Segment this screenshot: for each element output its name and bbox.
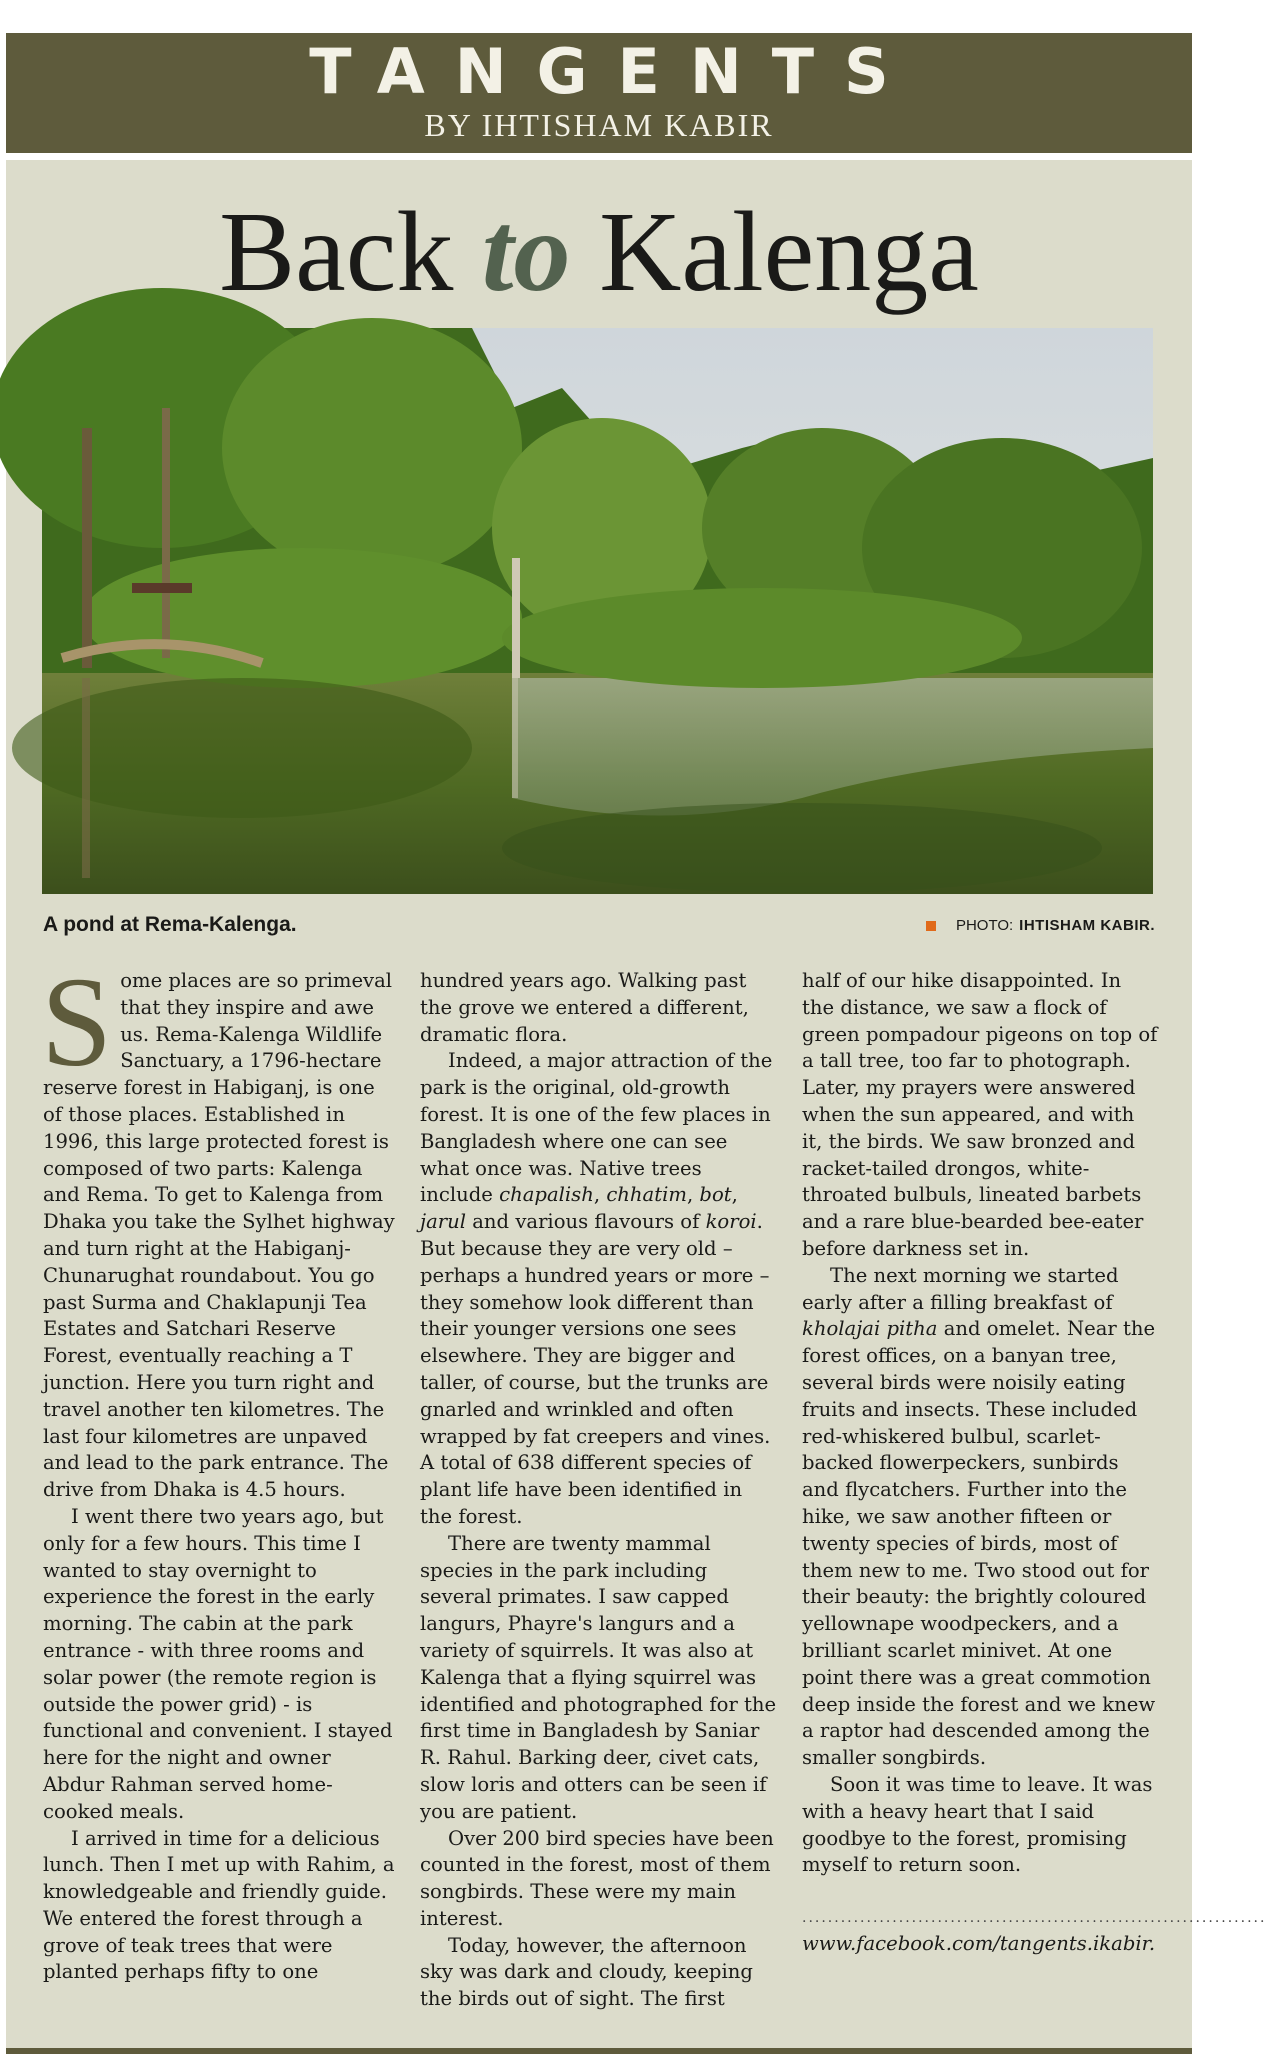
photo-credit <box>926 917 1155 934</box>
bottom-rule <box>6 2048 1192 2054</box>
paragraph <box>802 1263 1158 1772</box>
tree-name: chhatim <box>606 1183 687 1207</box>
article-panel <box>6 160 1266 2048</box>
paragraph-text: The next morning we started early after a filling breakfast of <box>802 1263 1119 1314</box>
pond-photo-illustration <box>42 328 1153 894</box>
tree-name: bot <box>699 1183 732 1207</box>
paragraph-text: Indeed, a major attraction of the park is the original, old-growth forest. It is one of the few places in Bangladesh where one can see what once was. Native trees include <box>420 1049 773 1207</box>
paragraph-text: ome places are so primeval that they inspire and awe us. Rema-Kalenga Wildlife Sanctuary, a 1796-hectare reserve forest in Habiganj, is one of those places. Established in 1996, this large protected forest is composed of two parts: Kalenga and Rema. To get to Kalenga from Dhaka you take the Sylhet highway and turn right at the Habiganj-Chunarughat roundabout. You go past Surma and Chaklapunji Tea Estates and Satchari Reserve Forest, eventually reaching a T junction. Here you turn right and travel another ten kilometres. The last four kilometres are unpaved and lead to the park entrance. The drive from Dhaka is 4.5 hours. <box>43 969 395 1502</box>
article-column-1 <box>41 951 395 1986</box>
credit-name: IHTISHAM KABIR. <box>1019 917 1155 934</box>
credit-label: PHOTO: <box>955 917 1014 934</box>
paragraph-text: . But because they are very old – perhaps a hundred years or more – they somehow look different than their younger versions one sees elsewhere. They are bigger and taller, of course, but the trunks are gnarled and wrinkled and often wrapped by fat creepers and vines. A total of 638 different species of plant life have been identified in the forest. <box>420 1210 771 1528</box>
paragraph: I went there two years ago, but only for a few hours. This time I wanted to stay overnight to experience the forest in the early morning. The cabin at the park entrance - with three rooms and solar power (the remote region is outside the power grid) - is functional and convenient. I stayed here for the night and owner Abdur Rahman served home-cooked meals. <box>43 1504 393 1823</box>
paragraph-text: and various flavours of <box>466 1210 706 1234</box>
paragraph: I arrived in time for a delicious lunch. Then I met up with Rahim, a knowledgeable and friendly guide. We entered the forest through a grove of teak trees that were planted perhaps fifty to one <box>43 1826 395 1984</box>
drop-cap: S <box>41 951 113 1093</box>
byline: BY IHTISHAM KABIR <box>424 107 774 143</box>
headline-part-2: to <box>481 188 571 315</box>
paragraph: There are twenty mammal species in the park including several primates. I saw capped langurs, Phayre's langurs and a variety of squirrels. It was also at Kalenga that a flying squirrel was identified and photographed for the first time in Bangladesh by Saniar R. Rahul. Barking deer, civet cats, slow loris and otters can be seen if you are patient. <box>420 1531 777 1823</box>
paragraph: Today, however, the afternoon sky was dark and cloudy, keeping the birds out of sight. The first <box>420 1933 753 2011</box>
headline-part-1: Back <box>219 188 482 315</box>
paragraph <box>41 951 395 1504</box>
paragraph: Over 200 bird species have been counted in the forest, most of them songbirds. These were my main interest. <box>420 1826 774 1930</box>
separator: ........................................................................ <box>802 1910 1266 1927</box>
credit-marker <box>926 921 936 931</box>
paragraph: Soon it was time to leave. It was with a heavy heart that I said goodbye to the forest, promising myself to return soon. <box>802 1772 1153 1877</box>
paragraph: half of our hike disappointed. In the distance, we saw a flock of green pompadour pigeons on top of a tall tree, too far to photograph. Later, my prayers were answered when the sun appeared, and with it, the birds. We saw bronzed and racket-tailed drongos, white-throated bulbuls, lineated barbets and a rare blue-bearded bee-eater before darkness set in. <box>802 969 1158 1260</box>
food-name: kholajai pitha <box>802 1317 938 1341</box>
photo-caption: A pond at Rema-Kalenga. <box>43 913 297 936</box>
paragraph-text: and omelet. Near the forest offices, on a banyan tree, several birds were noisily eating fruits and insects. These included red-whiskered bulbul, scarlet-backed flowerpeckers, sunbirds and flycatchers. Further into the hike, we saw another fifteen or twenty species of birds, most of them new to me. Two stood out for their beauty: the brightly coloured yellownape woodpeckers, and a brilliant scarlet minivet. At one point there was a great commotion deep inside the forest and we knew a raptor had descended among the smaller songbirds. <box>802 1317 1156 1770</box>
article-column-3 <box>802 968 1266 1958</box>
masthead <box>6 33 1192 153</box>
tree-name: chapalish <box>499 1183 594 1207</box>
facebook-link[interactable]: www.facebook.com/tangents.ikabir. <box>802 1932 1156 1956</box>
column-title: TANGENTS <box>309 35 919 108</box>
pond-photo <box>42 328 1153 894</box>
paragraph: hundred years ago. Walking past the grove we entered a different, dramatic flora. <box>420 969 749 1046</box>
headline-part-3: Kalenga <box>570 188 979 315</box>
paragraph: Indeed, a major attraction of the park is the original, old-growth forest. It is one of the few places in Bangladesh where one can see what once was. Native trees include chapalish, chhatim, bot, jarul and various flavours of koroi. But because they are very old – perhaps a hundred years or more – they somehow look different than their younger versions one sees elsewhere. They are bigger and taller, of course, but the trunks are gnarled and wrinkled and often wrapped by fat creepers and vines. A total of 638 different species of plant life have been identified in the forest. <box>420 1049 773 1528</box>
tree-name: jarul <box>420 1210 467 1234</box>
tree-name: koroi <box>705 1210 757 1234</box>
article-column-2 <box>420 968 777 2013</box>
